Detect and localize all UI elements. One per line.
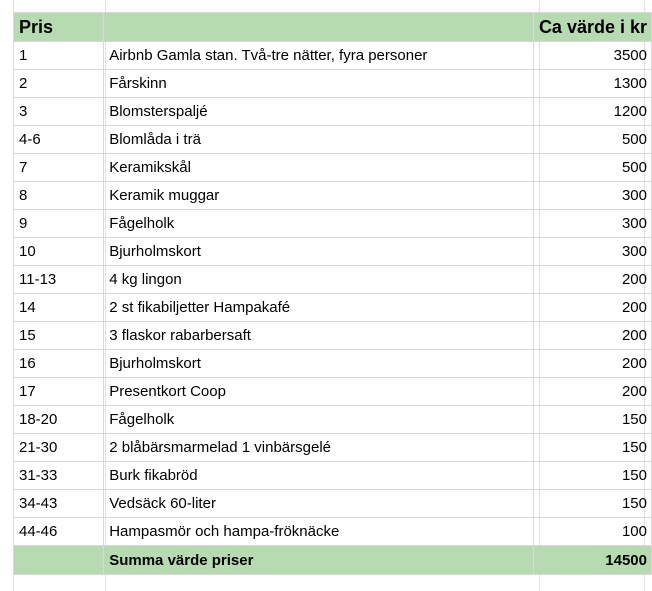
table-row (14, 42, 652, 70)
value-cell[interactable]: 150 (533, 434, 651, 462)
header-cell-value[interactable]: Ca värde i kr (533, 13, 651, 42)
item-cell[interactable]: Hampasmör och hampa-fröknäcke (104, 518, 534, 546)
item-cell[interactable]: Fågelholk (104, 210, 534, 238)
table-row (14, 518, 652, 546)
prize-table (13, 12, 652, 575)
item-cell[interactable]: Burk fikabröd (104, 462, 534, 490)
table-row (14, 98, 652, 126)
rank-cell[interactable]: 14 (14, 294, 104, 322)
value-cell[interactable]: 500 (533, 126, 651, 154)
total-value-cell[interactable]: 14500 (533, 546, 651, 575)
rank-cell[interactable]: 18-20 (14, 406, 104, 434)
total-label-cell[interactable]: Summa värde priser (104, 546, 534, 575)
table-row (14, 154, 652, 182)
item-cell[interactable]: Airbnb Gamla stan. Två-tre nätter, fyra personer (104, 42, 534, 70)
table-row (14, 322, 652, 350)
item-cell[interactable]: 2 st fikabiljetter Hampakafé (104, 294, 534, 322)
item-cell[interactable]: Blomlåda i trä (104, 126, 534, 154)
item-cell[interactable]: Bjurholmskort (104, 238, 534, 266)
item-cell[interactable]: 4 kg lingon (104, 266, 534, 294)
item-cell[interactable]: Keramikskål (104, 154, 534, 182)
value-cell[interactable]: 200 (533, 294, 651, 322)
table-row (14, 378, 652, 406)
table-row (14, 462, 652, 490)
rank-cell[interactable]: 9 (14, 210, 104, 238)
item-cell[interactable]: Bjurholmskort (104, 350, 534, 378)
rank-cell[interactable]: 4-6 (14, 126, 104, 154)
item-cell[interactable]: Fågelholk (104, 406, 534, 434)
value-cell[interactable]: 300 (533, 210, 651, 238)
value-cell[interactable]: 200 (533, 322, 651, 350)
rank-cell[interactable]: 16 (14, 350, 104, 378)
value-cell[interactable]: 200 (533, 378, 651, 406)
table-row (14, 294, 652, 322)
total-row (14, 546, 652, 575)
value-cell[interactable]: 200 (533, 266, 651, 294)
rank-cell[interactable]: 21-30 (14, 434, 104, 462)
item-cell[interactable]: Fårskinn (104, 70, 534, 98)
rank-cell[interactable]: 17 (14, 378, 104, 406)
value-cell[interactable]: 200 (533, 350, 651, 378)
rank-cell[interactable]: 15 (14, 322, 104, 350)
rank-cell[interactable]: 2 (14, 70, 104, 98)
item-cell[interactable]: Presentkort Coop (104, 378, 534, 406)
value-cell[interactable]: 500 (533, 154, 651, 182)
value-cell[interactable]: 150 (533, 406, 651, 434)
value-cell[interactable]: 100 (533, 518, 651, 546)
header-row (14, 13, 652, 42)
rank-cell[interactable]: 1 (14, 42, 104, 70)
value-cell[interactable]: 300 (533, 182, 651, 210)
value-cell[interactable]: 3500 (533, 42, 651, 70)
table-row (14, 490, 652, 518)
value-cell[interactable]: 1300 (533, 70, 651, 98)
item-cell[interactable]: Keramik muggar (104, 182, 534, 210)
table-row (14, 350, 652, 378)
item-cell[interactable]: Blomsterspaljé (104, 98, 534, 126)
header-cell-rank[interactable]: Pris (14, 13, 104, 42)
table-row (14, 70, 652, 98)
table-row (14, 406, 652, 434)
item-cell[interactable]: 3 flaskor rabarbersaft (104, 322, 534, 350)
table-row (14, 266, 652, 294)
table-row (14, 210, 652, 238)
item-cell[interactable]: 2 blåbärsmarmelad 1 vinbärsgelé (104, 434, 534, 462)
rank-cell[interactable]: 10 (14, 238, 104, 266)
table-row (14, 182, 652, 210)
value-cell[interactable]: 150 (533, 462, 651, 490)
rank-cell[interactable]: 7 (14, 154, 104, 182)
rank-cell[interactable]: 8 (14, 182, 104, 210)
rank-cell[interactable]: 31-33 (14, 462, 104, 490)
rank-cell[interactable]: 34-43 (14, 490, 104, 518)
total-cell-empty[interactable] (14, 546, 104, 575)
table-row (14, 126, 652, 154)
rank-cell[interactable]: 11-13 (14, 266, 104, 294)
item-cell[interactable]: Vedsäck 60-liter (104, 490, 534, 518)
value-cell[interactable]: 300 (533, 238, 651, 266)
table-row (14, 434, 652, 462)
value-cell[interactable]: 1200 (533, 98, 651, 126)
rank-cell[interactable]: 44-46 (14, 518, 104, 546)
value-cell[interactable]: 150 (533, 490, 651, 518)
rank-cell[interactable]: 3 (14, 98, 104, 126)
table-row (14, 238, 652, 266)
header-cell-item[interactable] (104, 13, 534, 42)
